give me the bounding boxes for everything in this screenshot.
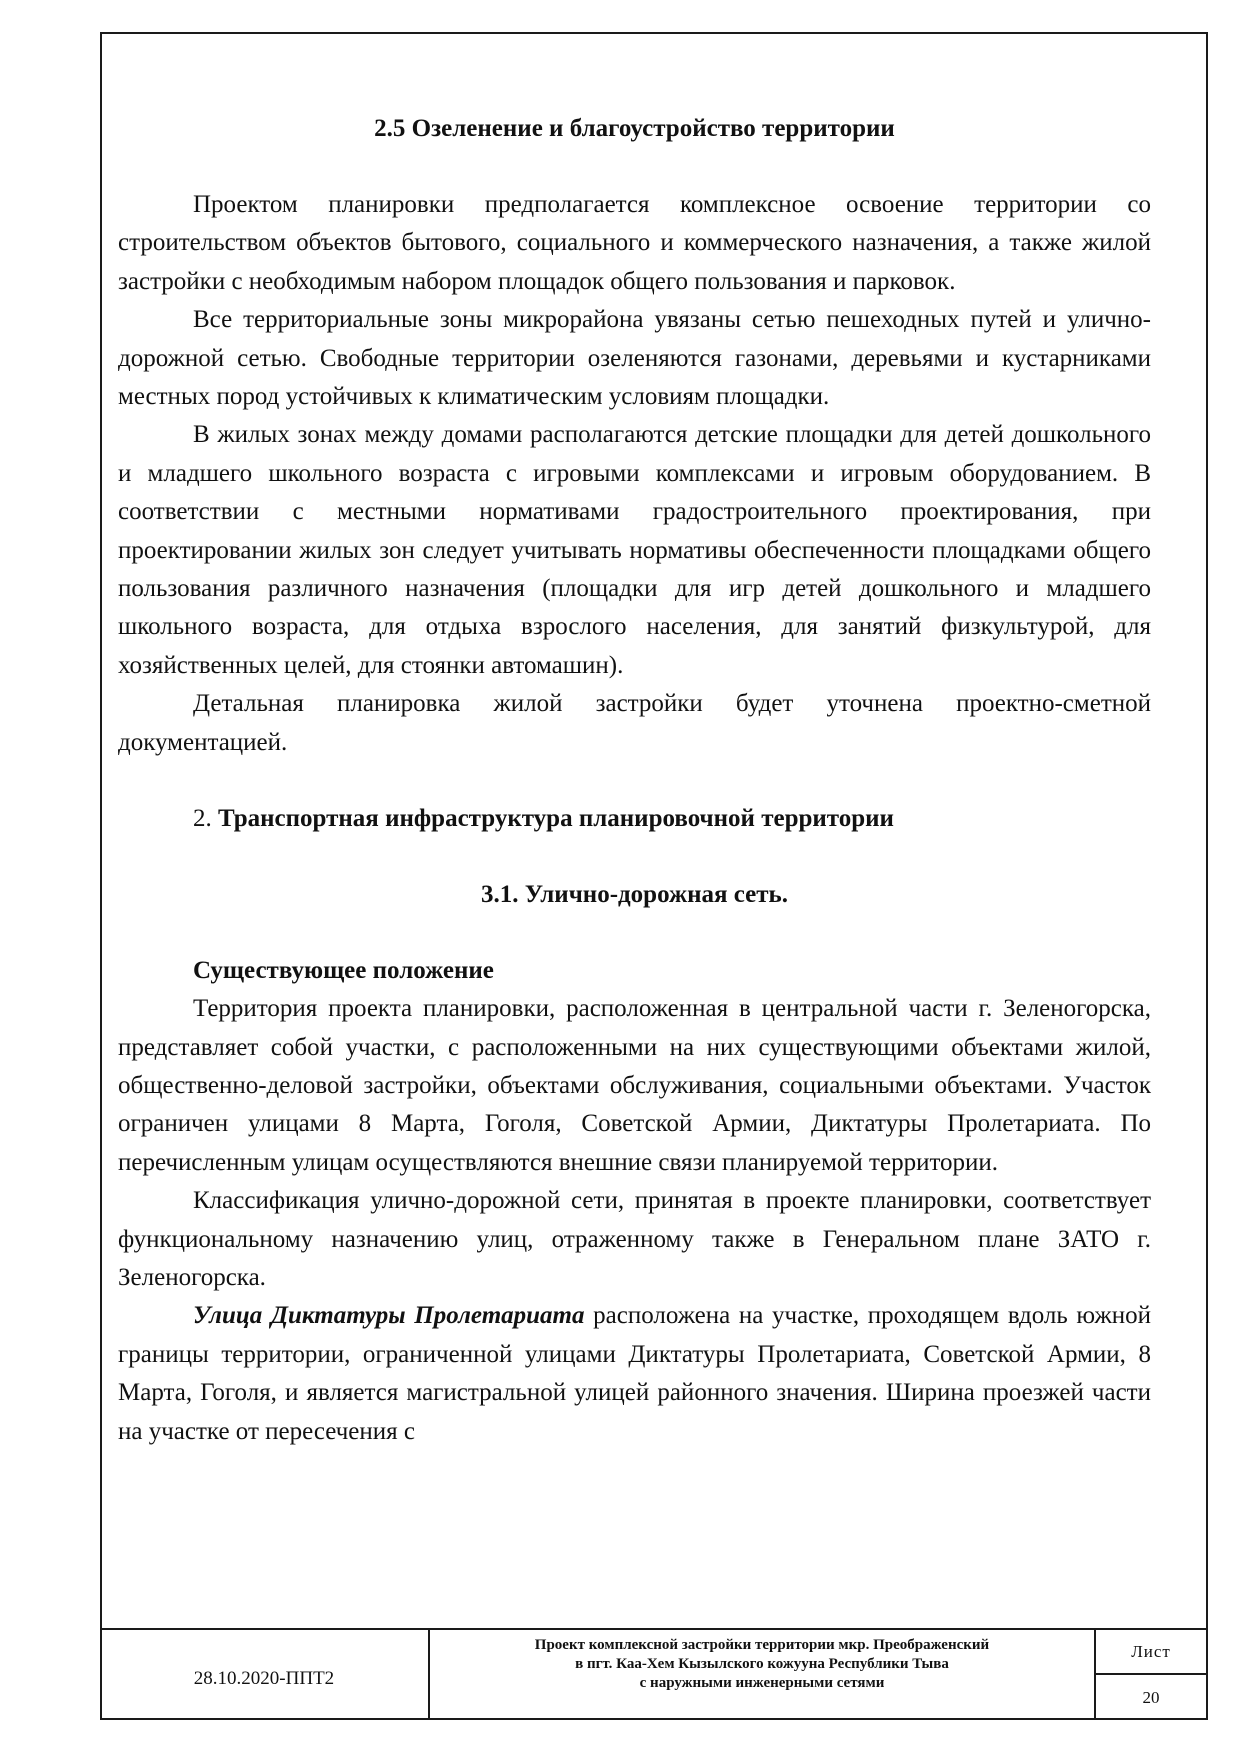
section-2-5-title: 2.5 Озеленение и благоустройство территории — [374, 115, 895, 142]
section-3-heading — [118, 800, 1151, 838]
document-code: 28.10.2020-ППТ2 — [100, 1630, 430, 1720]
paragraph: Все территориальные зоны микрорайона увязаны сетью пешеходных путей и улично-дорожной сетью. Свободные территории озеленяются газонами, деревьями и кустарниками местных пород устойчивых к климатическим условиям площадки. — [118, 306, 1151, 411]
section-3-number: 2. — [193, 805, 212, 833]
sheet-cell — [1096, 1630, 1206, 1720]
subheading-existing-state: Существующее положение — [193, 957, 494, 985]
street-text: расположена на участке, проходящем вдоль южной границы территории, ограниченной улицами Диктатуры Пролетариата, Советской Армии, 8 Марта, Гоголя, и является магистральной улицей районного значения. Ширина проезжей части на участке от пересечения с — [118, 1302, 1151, 1445]
paragraph-street — [118, 1297, 1151, 1451]
document-body — [118, 110, 1151, 1451]
section-3-1-title: 3.1. Улично-дорожная сеть. — [480, 881, 789, 909]
title-block — [100, 1628, 1208, 1720]
paragraph: Территория проекта планировки, расположенная в центральной части г. Зеленогорска, представляет собой участки, с расположенными на них существующими объектами жилой, общественно-деловой застройки, объектами обслуживания, социальными объектами. Участок ограничен улицами 8 Марта, Гоголя, Советской Армии, Диктатуры Пролетариата. По перечисленным улицам осуществляются внешние связи планируемой территории. — [118, 995, 1151, 1176]
paragraph: Проектом планировки предполагается комплексное освоение территории со строительством объектов бытового, социального и коммерческого назначения, а также жилой застройки с необходимым набором площадок общего пользования и парковок. — [118, 191, 1151, 295]
street-name: Улица Диктатуры Пролетариата — [193, 1302, 585, 1330]
section-3-title: Транспортная инфраструктура планировочной территории — [218, 805, 894, 833]
paragraph: Классификация улично-дорожной сети, принятая в проекте планировки, соответствует функциональному назначению улиц, отраженному также в Генеральном плане ЗАТО г. Зеленогорска. — [118, 1187, 1151, 1291]
sheet-label: Лист — [1096, 1630, 1206, 1675]
paragraph: Детальная планировка жилой застройки будет уточнена проектно-сметной документацией. — [118, 690, 1151, 756]
project-title — [430, 1630, 1096, 1720]
project-title-line: Проект комплексной застройки территории мкр. Преображенский — [534, 1637, 990, 1653]
project-title-line: в пгт. Каа-Хем Кызылского кожууна Республики Тыва — [575, 1656, 949, 1672]
sheet-number: 20 — [1142, 1687, 1160, 1707]
project-title-line: с наружными инженерными сетями — [639, 1675, 885, 1691]
paragraph: В жилых зонах между домами располагаются детские площадки для детей дошкольного и младшего школьного возраста с игровыми комплексами и игровым оборудованием. В соответствии с местными нормативами градостроительного проектирования, при проектировании жилых зон следует учитывать нормативы обеспеченности площадками общего пользования различного назначения (площадки для игр детей дошкольного и младшего школьного возраста, для отдыха взрослого населения, для занятий физкультурой, для хозяйственных целей, для стоянки автомашин). — [118, 421, 1151, 679]
